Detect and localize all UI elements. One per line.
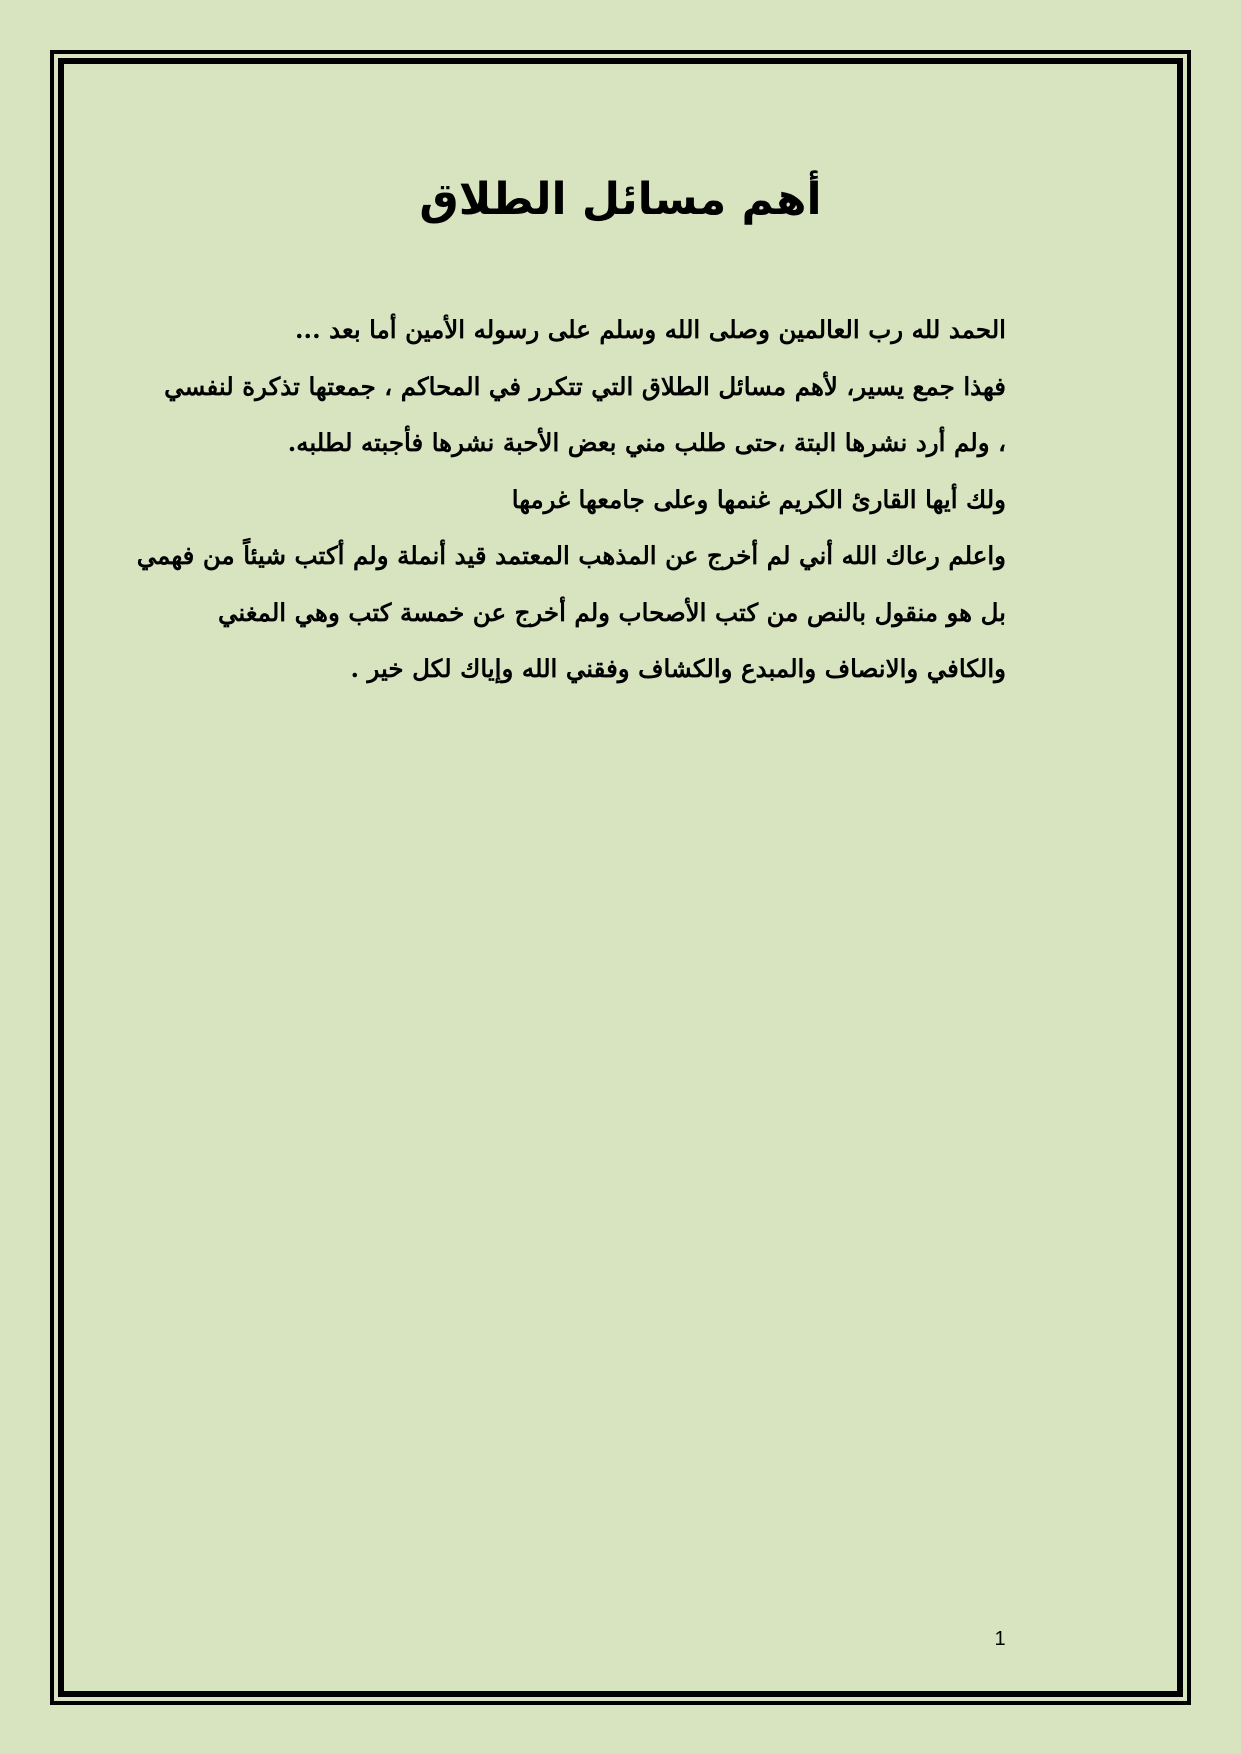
body-line-4: ولك أيها القارئ الكريم غنمها وعلى جامعها غرمها [511, 484, 1006, 514]
body-line-1: الحمد لله رب العالمين وصلى الله وسلم على رسوله الأمين أما بعد ... [295, 315, 1006, 344]
document-body [106, 302, 1006, 698]
body-line-5: واعلم رعاك الله أني لم أخرج عن المذهب المعتمد قيد أنملة ولم أكتب شيئاً من فهمي [136, 541, 1006, 570]
page-number: 1 [994, 1628, 1006, 1650]
body-line-2: فهذا جمع يسير، لأهم مسائل الطلاق التي تتكرر في المحاكم ، جمعتها تذكرة لنفسي [164, 371, 1006, 401]
body-line-6: بل هو منقول بالنص من كتب الأصحاب ولم أخرج عن خمسة كتب وهي المغني [218, 597, 1006, 627]
body-line-3: ، ولم أرد نشرها البتة ،حتى طلب مني بعض الأحبة نشرها فأجبته لطلبه. [287, 428, 1006, 457]
document-title: أهم مسائل الطلاق [419, 174, 822, 225]
body-line-7: والكافي والانصاف والمبدع والكشاف وفقني الله وإياك لكل خير . [350, 654, 1006, 683]
